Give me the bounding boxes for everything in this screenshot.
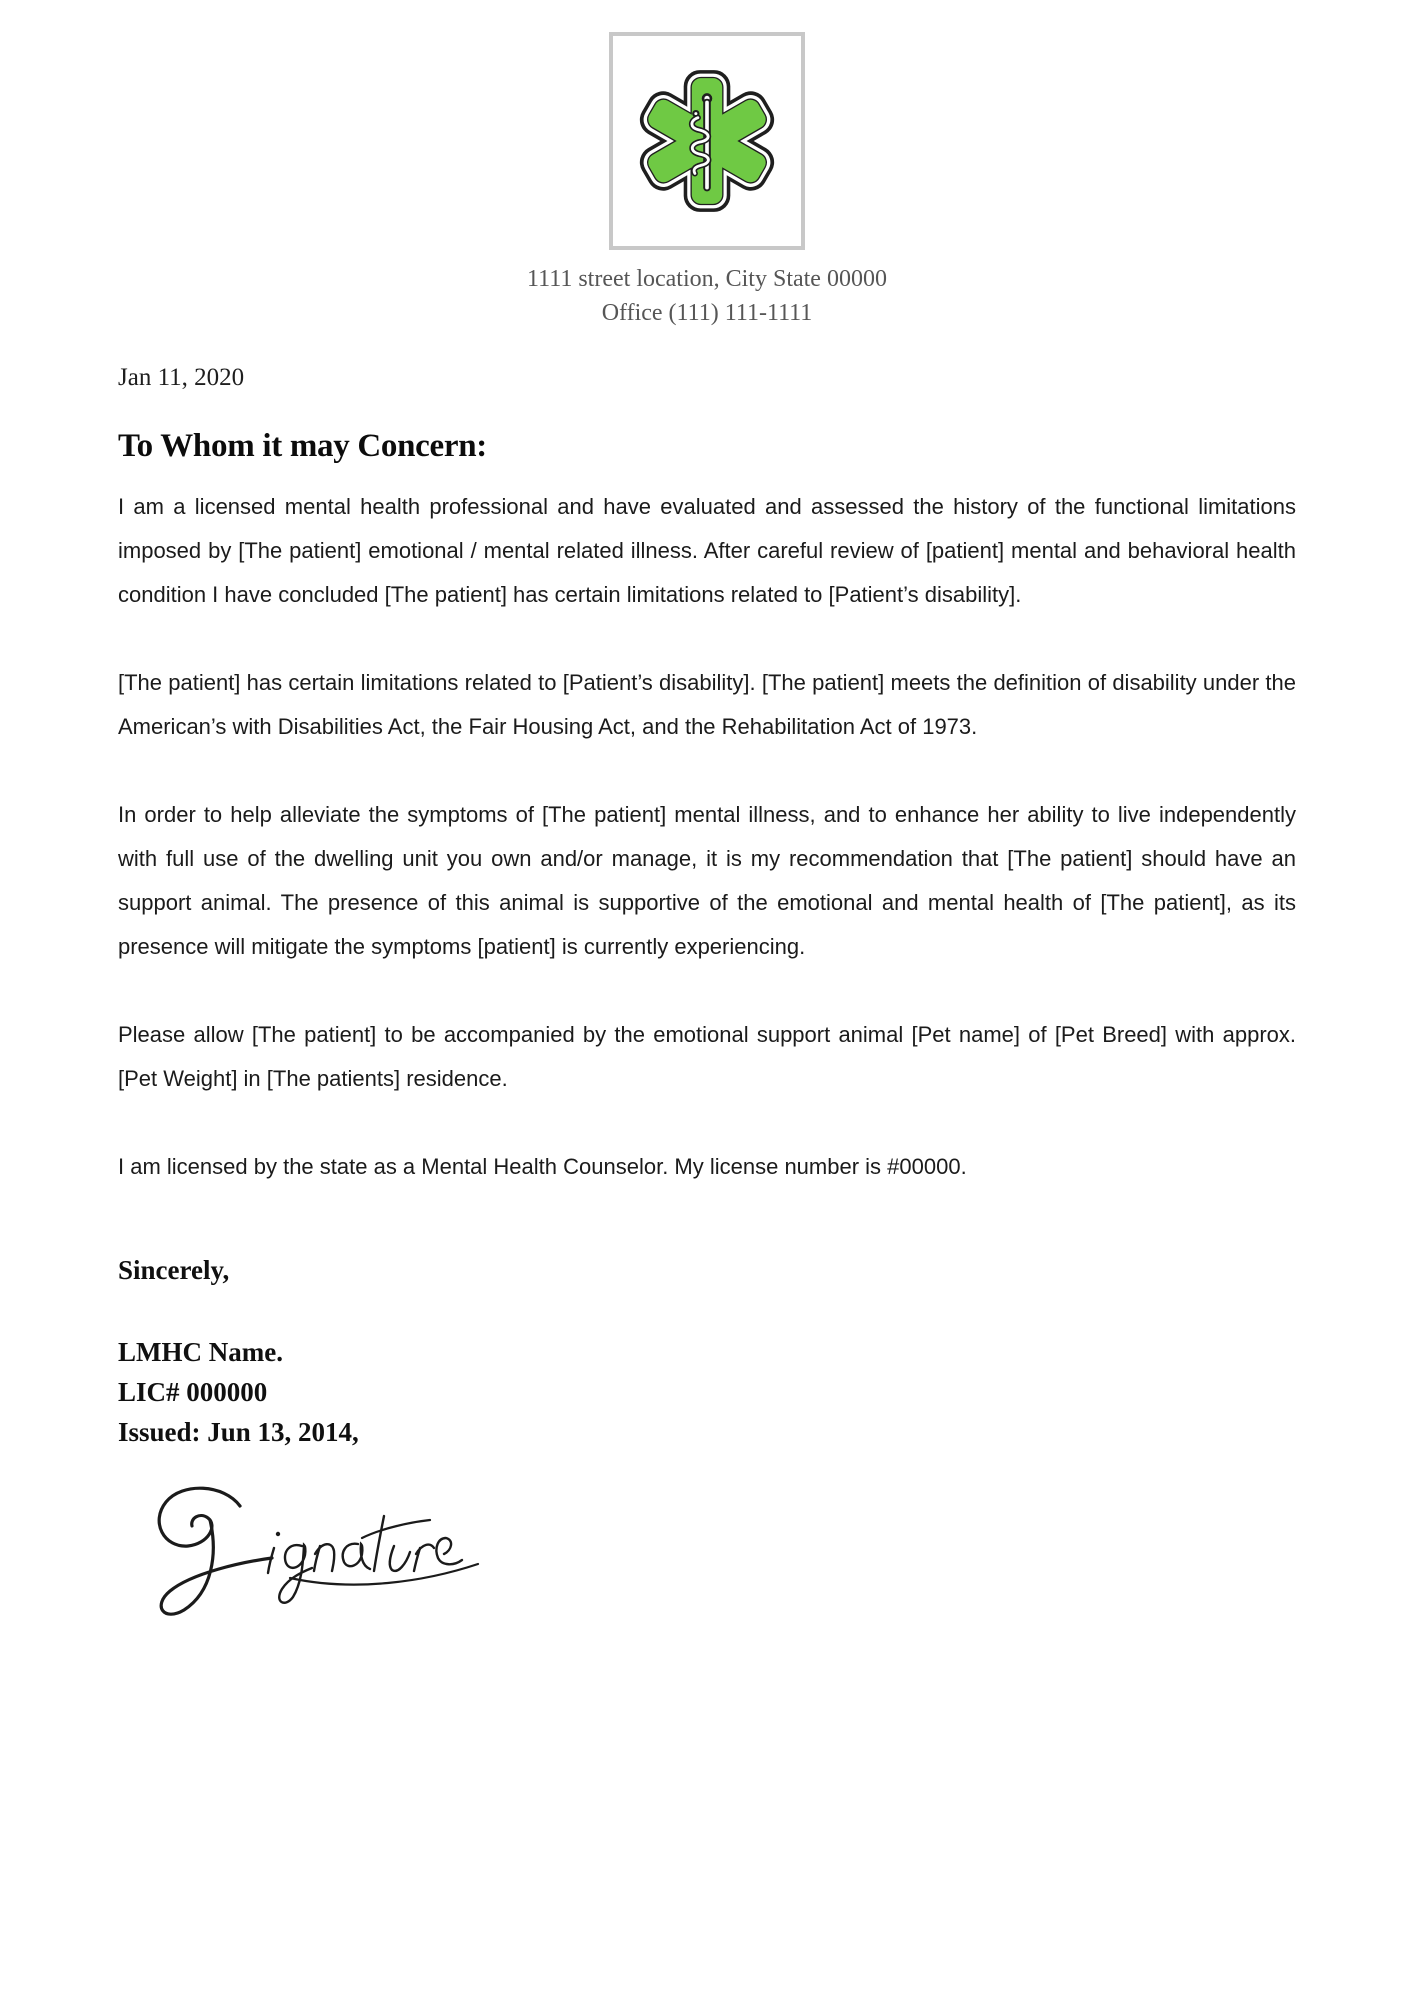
signer-license: LIC# 000000 bbox=[118, 1377, 268, 1407]
address-line-2: Office (111) 111-1111 bbox=[601, 300, 813, 326]
paragraph-3: In order to help alleviate the symptoms of [The patient] mental illness, and to enhance her ability to live independently with full use of the dwelling unit you own and/or manage, it is my recommendation that [The patient] should have an support animal. The presence of this animal is supportive of the emotional and mental health of [The patient], as its presence will mitigate the symptoms [patient] is currently experiencing. bbox=[118, 802, 1296, 959]
letter-body bbox=[0, 364, 1414, 1631]
signer-name: LMHC Name. bbox=[118, 1337, 283, 1367]
paragraphs bbox=[118, 485, 1296, 1189]
letter-date: Jan 11, 2020 bbox=[118, 364, 245, 391]
salutation: To Whom it may Concern: bbox=[118, 428, 487, 464]
handwritten-signature-icon bbox=[124, 1476, 484, 1626]
signature-image bbox=[124, 1476, 1296, 1631]
paragraph-5: I am licensed by the state as a Mental Health Counselor. My license number is #00000. bbox=[118, 1154, 967, 1179]
paragraph-4: Please allow [The patient] to be accompanied by the emotional support animal [Pet name] of [Pet Breed] with approx. [Pet Weight] in [The patients] residence. bbox=[118, 1022, 1296, 1091]
logo-box bbox=[609, 32, 805, 250]
paragraph-2: [The patient] has certain limitations related to [Patient’s disability]. [The patient] meets the definition of disability under the American’s with Disabilities Act, the Fair Housing Act, and the Rehabilitation Act of 1973. bbox=[118, 670, 1296, 739]
star-of-life-icon bbox=[631, 59, 783, 223]
address-line-1: 1111 street location, City State 00000 bbox=[527, 266, 887, 292]
practice-address bbox=[0, 262, 1414, 330]
signer-issued: Issued: Jun 13, 2014, bbox=[118, 1417, 359, 1447]
letterhead bbox=[0, 0, 1414, 330]
closing: Sincerely, bbox=[118, 1255, 230, 1285]
paragraph-1: I am a licensed mental health professional and have evaluated and assessed the history of the functional limitations imposed by [The patient] emotional / mental related illness. After careful review of [patient] mental and behavioral health condition I have concluded [The patient] has certain limitations related to [Patient’s disability]. bbox=[118, 494, 1296, 607]
signer-block bbox=[118, 1332, 1296, 1452]
